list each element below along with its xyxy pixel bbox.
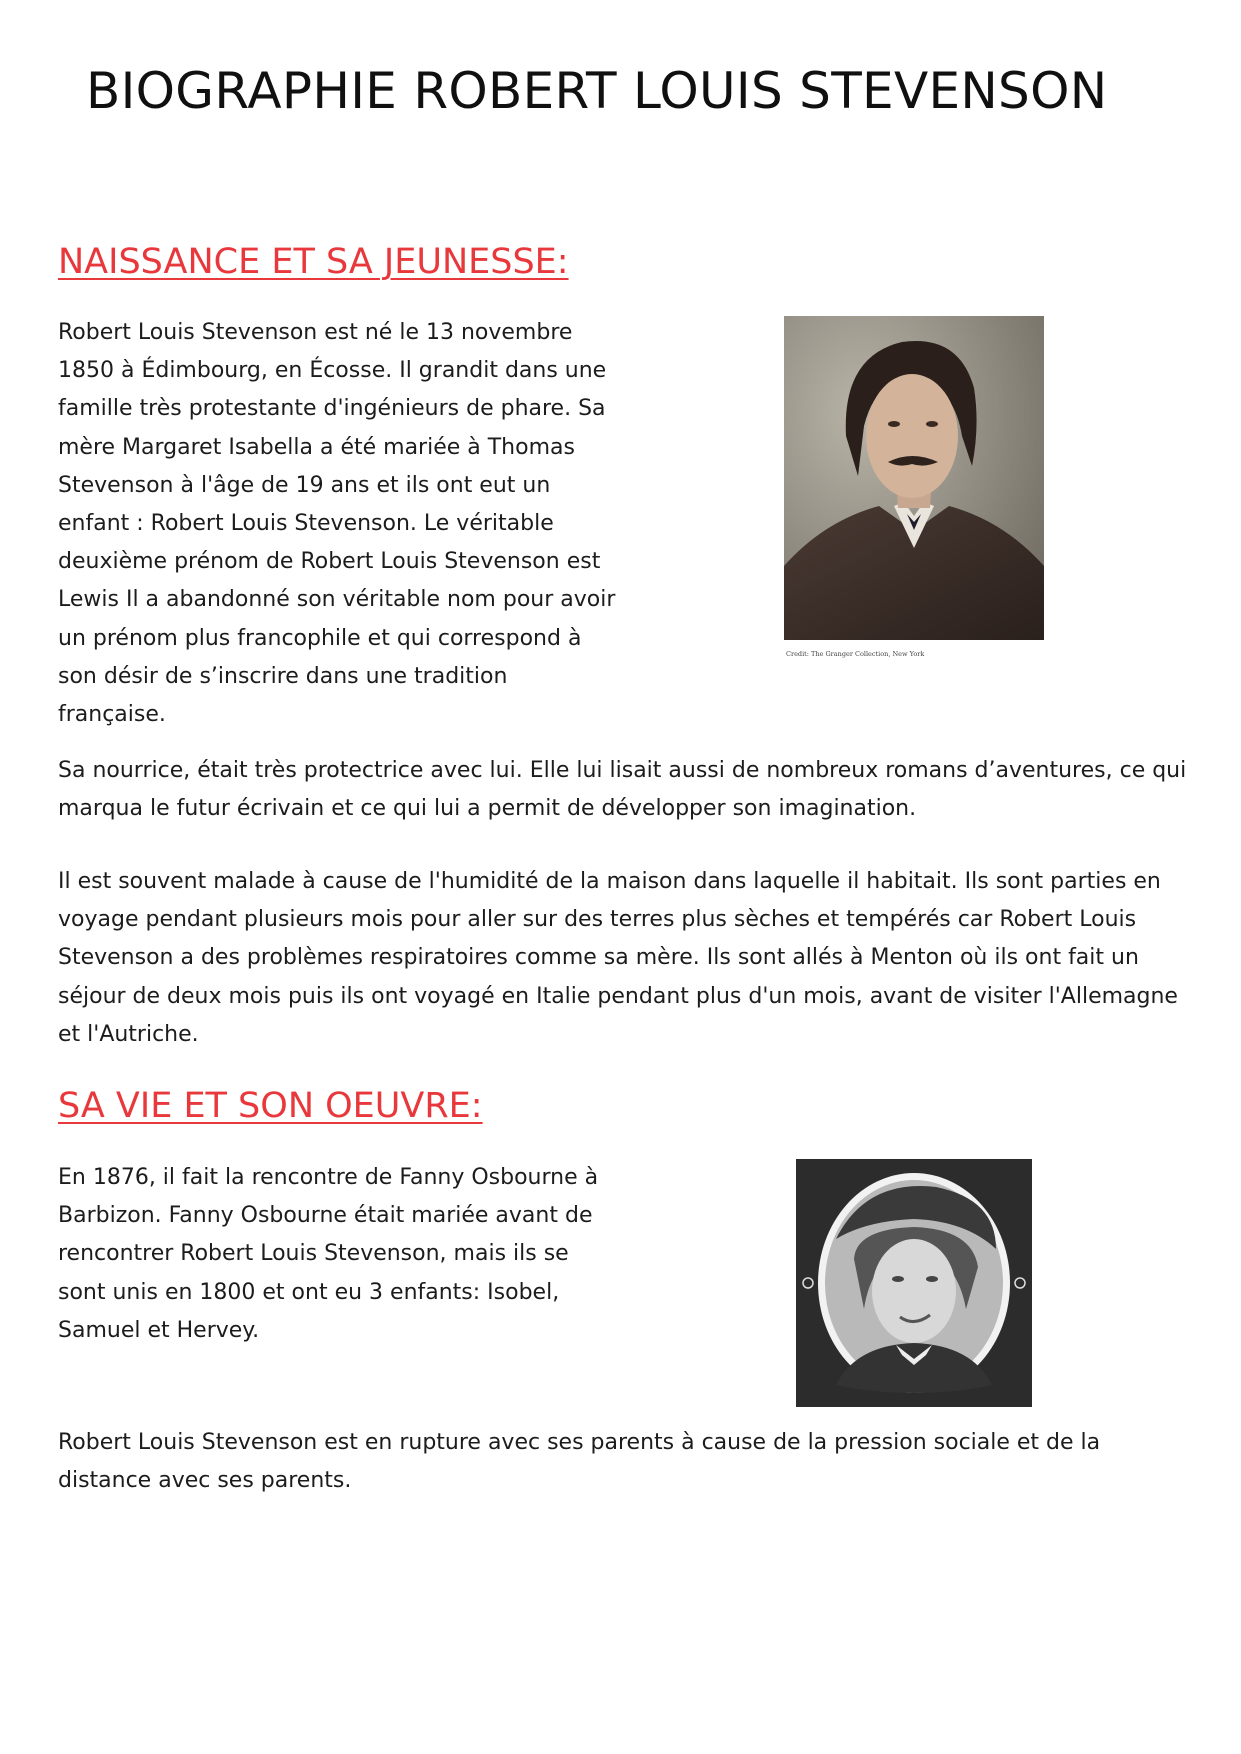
- section-heading-naissance: NAISSANCE ET SA JEUNESSE:: [58, 242, 569, 282]
- portrait-stevenson-photo: [784, 316, 1044, 640]
- paragraph-nourrice: Sa nourrice, était très protectrice avec lui. Elle lui lisait aussi de nombreux romans d’aventures, ce qui marqua le futur écrivain et ce qui lui a permit de développer son imagination.: [58, 758, 1187, 822]
- portrait-fanny-osbourne-photo: [796, 1159, 1032, 1407]
- paragraph-birth: Robert Louis Stevenson est né le 13 novembre 1850 à Édimbourg, en Écosse. Il grandit dans une famille très protestante d'ingénieurs de phare. Sa mère Margaret Isabella a été mariée à Thomas Stevenson à l'âge de 19 ans et ils ont eut un enfant : Robert Louis Stevenson. Le véritable deuxième prénom de Robert Louis Stevenson est Lewis Il a abandonné son véritable nom pour avoir un prénom plus francophile et qui correspond à son désir de s’inscrire dans une tradition française.: [58, 320, 616, 728]
- photo-caption: Credit: The Granger Collection, New York: [786, 650, 925, 658]
- page-title: BIOGRAPHIE ROBERT LOUIS STEVENSON: [86, 62, 1108, 120]
- section-heading-vie-oeuvre: SA VIE ET SON OEUVRE:: [58, 1086, 483, 1126]
- paragraph-voyages: Il est souvent malade à cause de l'humidité de la maison dans laquelle il habitait. Ils sont parties en voyage pendant plusieurs mois pour aller sur des terres plus sèches et tempérés car Robert Louis Stevenson a des problèmes respiratoires comme sa mère. Ils sont allés à Menton où ils ont fait un séjour de deux mois puis ils ont voyagé en Italie pendant plus d'un mois, avant de visiter l'Allemagne et l'Autriche.: [58, 869, 1178, 1047]
- paragraph-rupture: Robert Louis Stevenson est en rupture avec ses parents à cause de la pression sociale et de la distance avec ses parents.: [58, 1430, 1101, 1494]
- paragraph-fanny: En 1876, il fait la rencontre de Fanny Osbourne à Barbizon. Fanny Osbourne était mariée avant de rencontrer Robert Louis Stevenson, mais ils se sont unis en 1800 et ont eu 3 enfants: Isobel, Samuel et Hervey.: [58, 1165, 599, 1343]
